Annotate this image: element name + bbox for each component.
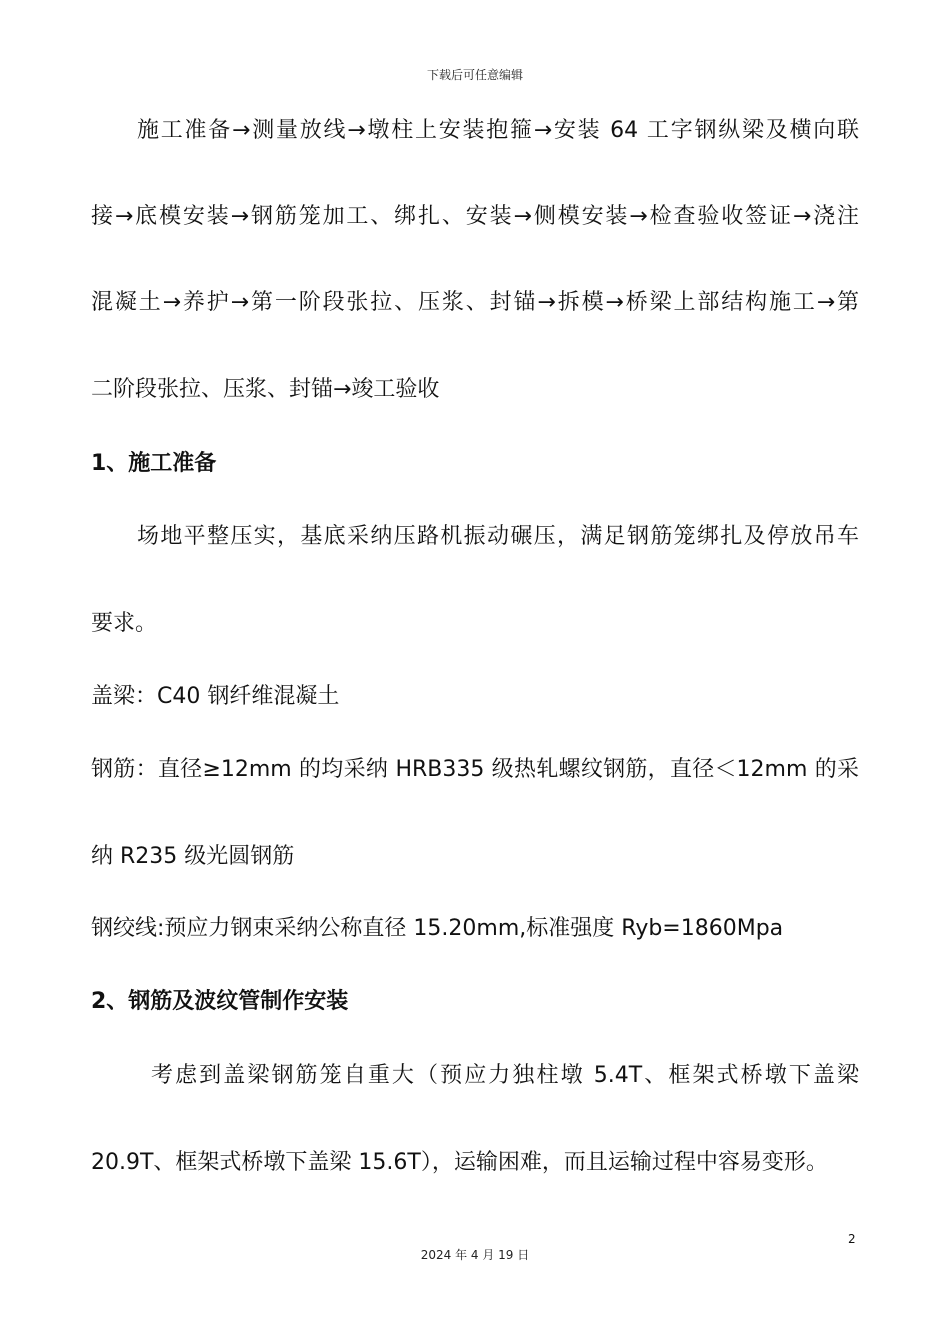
beam-spec-line: 盖梁：C40 钢纤维混凝土 (91, 684, 340, 709)
rebar-spec-line-1: 钢筋：直径≥12mm 的均采纳 HRB335 级热轧螺纹钢筋，直径＜12mm 的采 (91, 757, 859, 782)
page-footer-date: 2024 年 4 月 19 日 (420, 1248, 530, 1262)
page-number: 2 (848, 1232, 856, 1246)
section-1-line-2: 要求。 (91, 611, 158, 636)
rebar-spec-line-2: 纳 R235 级光圆钢筋 (91, 844, 295, 869)
section-1-line-1: 场地平整压实，基底采纳压路机振动碾压，满足钢筋笼绑扎及停放吊车 (137, 524, 859, 549)
flow-line-3: 混凝土→养护→第一阶段张拉、压浆、封锚→拆模→桥梁上部结构施工→第 (91, 290, 859, 315)
section-1-title: 1、施工准备 (91, 451, 217, 476)
flow-line-4: 二阶段张拉、压浆、封锚→竣工验收 (91, 377, 440, 402)
page-header: 下载后可任意编辑 (426, 68, 523, 82)
flow-line-2: 接→底模安装→钢筋笼加工、绑扎、安装→侧模安装→检查验收签证→浇注 (91, 204, 859, 229)
flow-line-1: 施工准备→测量放线→墩柱上安装抱箍→安装 64 工字钢纵梁及横向联 (137, 118, 859, 143)
section-2-title: 2、钢筋及波纹管制作安装 (91, 989, 349, 1014)
section-2-line-2: 20.9T、框架式桥墩下盖梁 15.6T），运输困难，而且运输过程中容易变形。 (91, 1150, 828, 1175)
section-2-line-1: 考虑到盖梁钢筋笼自重大（预应力独柱墩 5.4T、框架式桥墩下盖梁 (151, 1063, 859, 1088)
strand-spec-line: 钢绞线:预应力钢束采纳公称直径 15.20mm,标准强度 Ryb=1860Mpa (91, 916, 784, 941)
